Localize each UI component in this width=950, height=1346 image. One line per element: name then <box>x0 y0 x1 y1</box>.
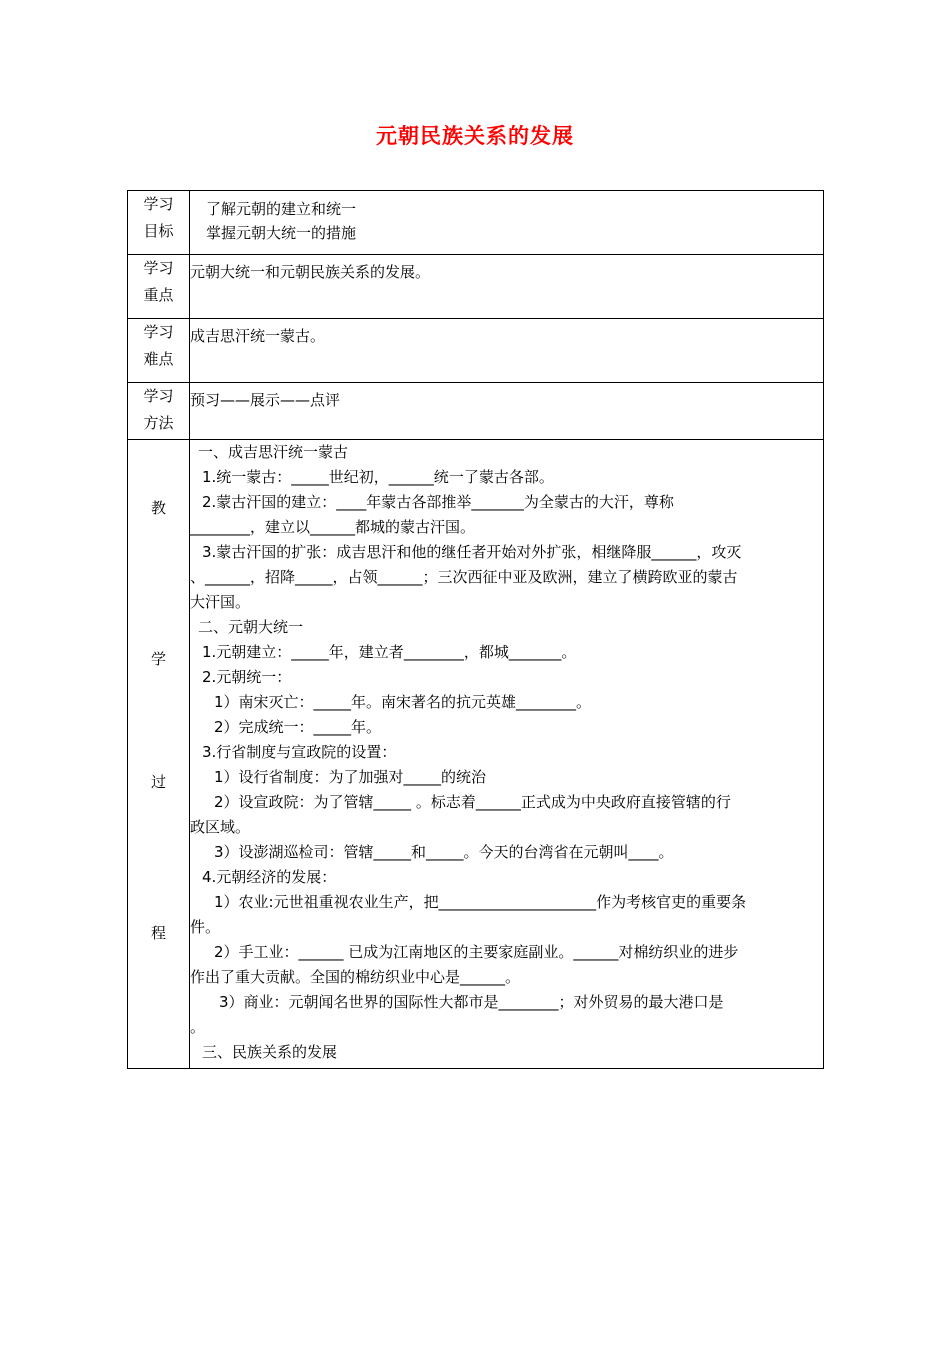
process-line: 大汗国。 <box>190 593 251 611</box>
process-line: 3.行省制度与宣政院的设置： <box>202 743 397 761</box>
process-line: 4.元朝经济的发展： <box>202 868 337 886</box>
difficulties-content: 成吉思汗统一蒙古。 <box>190 319 824 383</box>
goal-item: 掌握元朝大统一的措施 <box>206 224 357 242</box>
process-line: 件。 <box>190 918 221 936</box>
label-difficulties <box>128 319 190 383</box>
process-label-char: 程 <box>150 924 166 942</box>
process-line: 2.元朝统一： <box>202 668 292 686</box>
process-line: 3）设澎湖巡检司：管辖_____和_____。今天的台湾省在元朝叫____。 <box>214 843 674 861</box>
section-heading: 一、成吉思汗统一蒙古 <box>198 443 349 461</box>
label-process <box>128 440 190 1069</box>
section-heading: 三、民族关系的发展 <box>202 1043 338 1061</box>
study-plan-table <box>127 190 824 1069</box>
process-line: 2）完成统一：_____年。 <box>214 718 382 736</box>
label-goals <box>128 191 190 255</box>
process-line: 2）手工业：______ 已成为江南地区的主要家庭副业。______对棉纺织业的进步 <box>214 943 739 961</box>
label-line-2: 方法 <box>143 414 174 432</box>
process-line: 政区域。 <box>190 818 251 836</box>
label-line-2: 目标 <box>143 222 174 240</box>
process-label-char: 教 <box>150 499 166 517</box>
process-line: 1.元朝建立：_____年，建立者________，都城_______。 <box>202 643 577 661</box>
process-line: 3.蒙古汗国的扩张：成吉思汗和他的继任者开始对外扩张，相继降服______，攻灭 <box>202 543 742 561</box>
process-line: 1.统一蒙古：_____世纪初，______统一了蒙古各部。 <box>202 468 554 486</box>
label-method <box>128 383 190 440</box>
row-key-points <box>128 255 824 319</box>
goals-content <box>190 191 824 255</box>
process-line: 1）南宋灭亡：_____年。南宋著名的抗元英雄________。 <box>214 693 592 711</box>
row-goals <box>128 191 824 255</box>
process-line: ________，建立以______都城的蒙古汗国。 <box>190 518 476 536</box>
process-line: 3）商业：元朝闻名世界的国际性大都市是________；对外贸易的最大港口是 <box>219 993 724 1011</box>
row-method <box>128 383 824 440</box>
label-line-1: 学习 <box>143 387 174 405</box>
process-line: 、______，招降_____，占领______；三次西征中亚及欧洲，建立了横跨欧亚的蒙古 <box>190 568 738 586</box>
process-label-char: 学 <box>150 650 166 668</box>
label-line-1: 学习 <box>143 323 174 341</box>
label-key-points <box>128 255 190 319</box>
key-points-content: 元朝大统一和元朝民族关系的发展。 <box>190 255 824 319</box>
method-content: 预习——展示——点评 <box>190 383 824 440</box>
section-heading: 二、元朝大统一 <box>198 618 304 636</box>
process-line: 。 <box>190 1018 206 1036</box>
process-content <box>190 440 824 1069</box>
row-process <box>128 440 824 1069</box>
label-line-2: 难点 <box>143 350 174 368</box>
label-line-1: 学习 <box>143 259 174 277</box>
process-line: 作出了重大贡献。全国的棉纺织业中心是______。 <box>190 968 521 986</box>
process-line: 2.蒙古汗国的建立：____年蒙古各部推举_______为全蒙古的大汗，尊称 <box>202 493 674 511</box>
goal-item: 了解元朝的建立和统一 <box>206 200 357 218</box>
label-line-1: 学习 <box>143 195 174 213</box>
process-label-char: 过 <box>150 773 166 791</box>
process-line: 1）农业:元世祖重视农业生产，把_____________________作为考核官吏的重要条 <box>214 893 747 911</box>
label-line-2: 重点 <box>143 286 174 304</box>
row-difficulties <box>128 319 824 383</box>
page-title: 元朝民族关系的发展 <box>376 124 574 148</box>
process-line: 1）设行省制度：为了加强对_____的统治 <box>214 768 487 786</box>
process-line: 2）设宣政院：为了管辖_____ 。标志着______正式成为中央政府直接管辖的行 <box>214 793 731 811</box>
